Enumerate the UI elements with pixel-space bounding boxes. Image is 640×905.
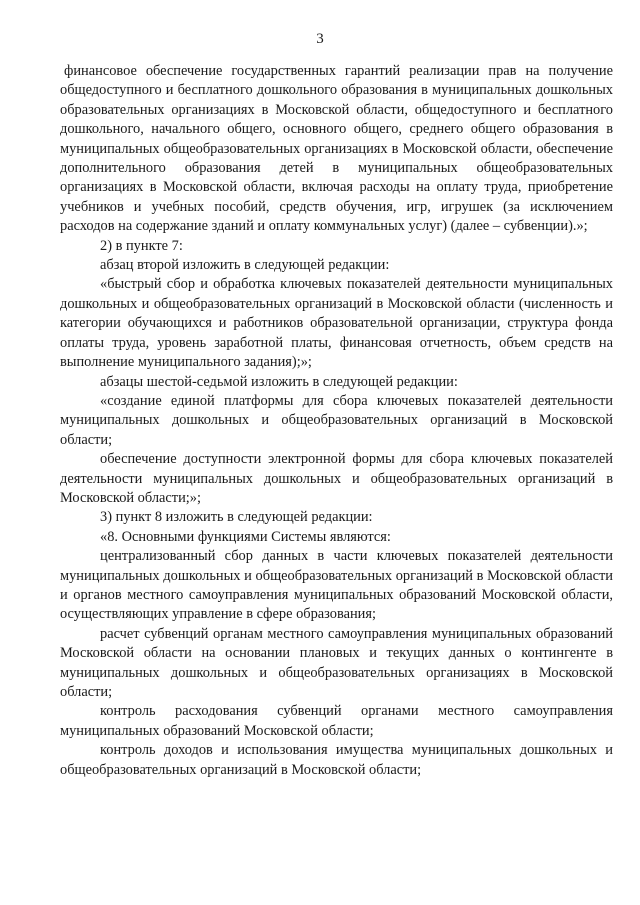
- page-number: 3: [316, 31, 324, 47]
- paragraph-single-platform: «создание единой платформы для сбора ключевых показателей деятельности муниципальных дошкольных и общеобразовательных организаций в Московской области;: [60, 392, 613, 448]
- paragraph-spending-control: контроль расходования субвенций органами местного самоуправления муниципальных образований Московской области;: [60, 703, 613, 739]
- paragraph-subvention-calculation: расчет субвенций органам местного самоуправления муниципальных образований Московской области на основании плановых и текущих данных о контингенте в муниципальных дошкольных и общеобразовательных организациях в Московской области;: [60, 625, 613, 700]
- paragraph-funding-scope: финансовое обеспечение государственных гарантий реализации прав на получение общедоступного и бесплатного дошкольного образования в муниципальных дошкольных образовательных организациях в Московской области, общедоступного и бесплатного дошкольного, начального общего, основного общего, среднего общего образования в муниципальных общеобразовательных организациях в Московской области, обеспечение дополнительного образования детей в муниципальных общеобразовательных организациях в Московской области, включая расходы на оплату труда, приобретение учебников и учебных пособий, средств обучения, игр, игрушек (за исключением расходов на содержание зданий и оплату коммунальных услуг) (далее – субвенции).»;: [60, 63, 613, 235]
- paragraph-item-3-header: 3) пункт 8 изложить в следующей редакции:: [100, 509, 373, 526]
- paragraph-electronic-form: обеспечение доступности электронной формы для сбора ключевых показателей деятельности муниципальных дошкольных и общеобразовательных организаций в Московской области;»;: [60, 451, 613, 506]
- paragraph-income-control: контроль доходов и использования имущества муниципальных дошкольных и общеобразовательных организаций в Московской области;: [60, 742, 613, 778]
- paragraph-item-2-header: 2) в пункте 7:: [100, 237, 183, 254]
- paragraph-amend-second-subparagraph: абзац второй изложить в следующей редакции:: [100, 257, 390, 274]
- paragraph-centralized-collection: централизованный сбор данных в части ключевых показателей деятельности муниципальных дошкольных и общеобразовательных организаций в Московской области и органов местного самоуправления муниципальных образований Московской области, осуществляющих управление в сфере образования;: [60, 548, 613, 623]
- document-body: [60, 62, 613, 780]
- paragraph-system-functions: «8. Основными функциями Системы являются:: [100, 528, 391, 545]
- paragraph-fast-collection: «быстрый сбор и обработка ключевых показателей деятельности муниципальных дошкольных и общеобразовательных организаций в Московской области (численность и категории обучающихся и работников образовательной организации, структура фонда оплаты труда, уровень заработной платы, финансовая отчетность, объем средств на выполнение муниципального задания);»;: [60, 276, 613, 371]
- paragraph-amend-sixth-seventh: абзацы шестой-седьмой изложить в следующей редакции:: [100, 373, 458, 390]
